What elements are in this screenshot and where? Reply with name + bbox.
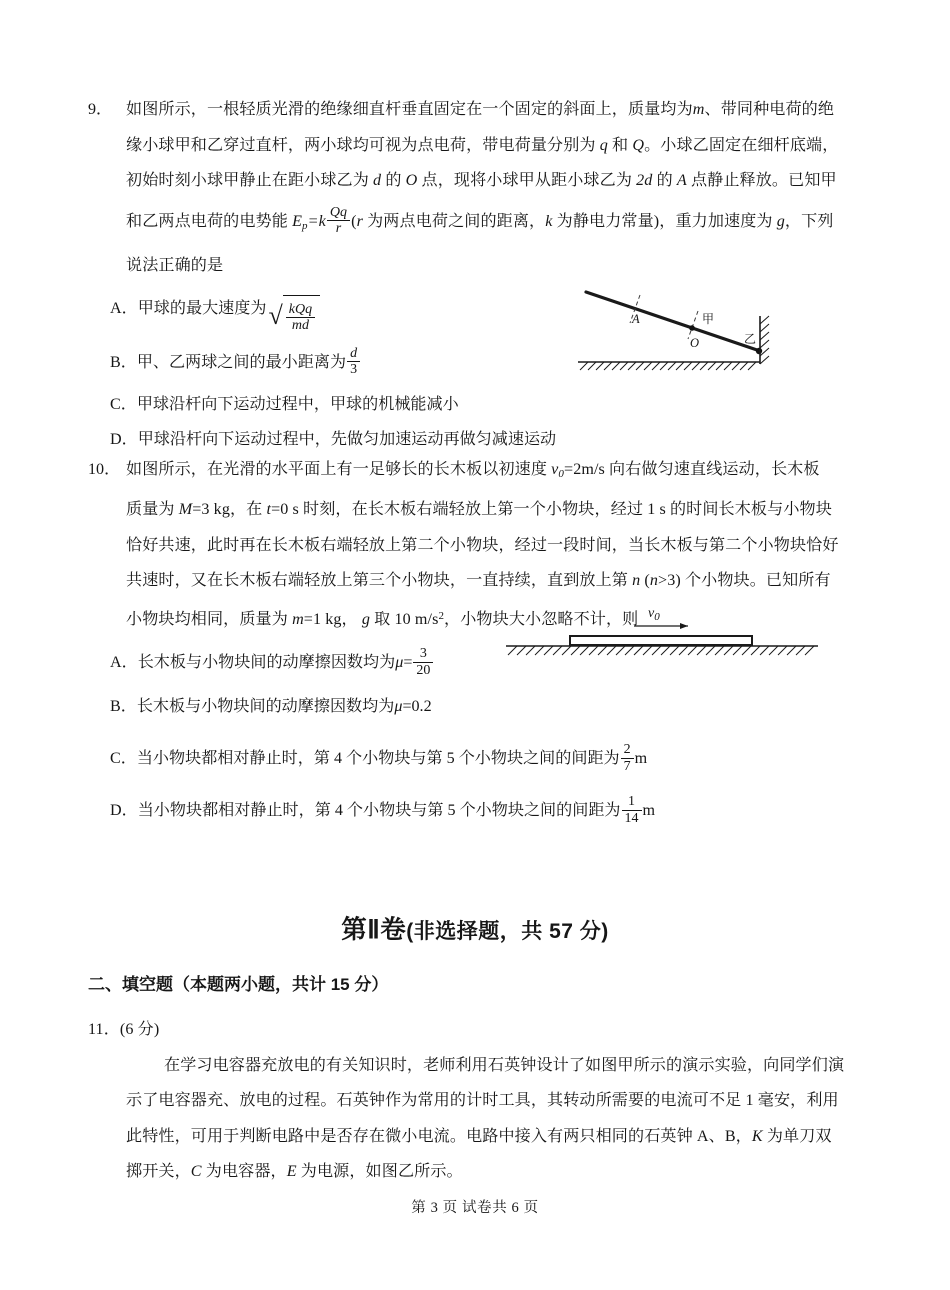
question-9-option-c (88, 387, 888, 423)
q9-var-Q: Q (632, 136, 645, 154)
q10-opt-a-fraction (413, 646, 433, 678)
q9-var-r: r (356, 212, 363, 230)
q10-var-n: n (632, 572, 641, 590)
q9-opt-a-sqrt (268, 294, 320, 341)
q9-var-q: q (599, 136, 608, 154)
q9-opt-b-frac-den: 3 (347, 361, 360, 378)
q10-l4-text-c: >3) 个小物块。已知所有 (658, 572, 831, 590)
part-2-title-bold: 第Ⅱ卷 (341, 916, 407, 944)
q10-l1-text-b: =2m/s 向右做匀速直线运动，长木板 (564, 461, 820, 478)
q9-opt-c-text: 甲球沿杆向下运动过程中，甲球的机械能减小 (136, 395, 459, 413)
q10-l4-paren: ( (644, 572, 650, 590)
q10-opt-c-label: C． (110, 750, 137, 768)
q9-opt-b-text: 甲、乙两球之间的最小距离为 (136, 353, 347, 371)
part-2-title (0, 910, 950, 946)
q10-opt-b-label: B． (110, 698, 137, 716)
q10-var-n2: n (649, 572, 659, 590)
q9-var-A: A (676, 172, 687, 189)
q10-opt-c-frac-den: 7 (621, 758, 634, 775)
q9-var-g: g (776, 212, 785, 230)
question-10-number: 10． (88, 461, 121, 478)
q9-l2-text-b: 和 (612, 136, 629, 154)
q10-l5-text-a: 小物块均相同，质量为 (126, 610, 288, 628)
q9-opt-d-text: 甲球沿杆向下运动过程中，先做匀加速运动再做匀减速运动 (137, 431, 557, 448)
q11-l4-text-b: 为电容器， (205, 1163, 287, 1180)
q9-l4-text-a: 和乙两点电荷的电势能 (126, 212, 288, 230)
q9-opt-a-frac-den: md (286, 317, 315, 334)
figure-v-subscript: 0 (654, 610, 660, 623)
q9-var-k2: k (545, 212, 553, 230)
part-2-title-rest: (非选择题，共 57 分) (406, 920, 609, 943)
figure-label-O: O (690, 336, 700, 350)
q9-var-O: O (405, 172, 418, 189)
q11-l3-text-b: 为单刀双 (766, 1127, 832, 1145)
q11-l4-text-a: 掷开关， (126, 1163, 191, 1180)
question-11-line-4 (88, 1154, 888, 1190)
q9-eq-k: =k (307, 212, 326, 230)
q9-frac-numerator: Qq (329, 204, 348, 220)
q9-l4-text-c: 为两点电荷之间的距离， (367, 212, 546, 230)
question-10-option-b (88, 685, 888, 729)
q9-opt-a-frac-num: kQq (288, 301, 313, 317)
question-11-header (88, 1012, 888, 1048)
q10-var-g: g (361, 610, 371, 628)
q9-var-d: d (373, 172, 382, 189)
q10-opt-b-text: 长木板与小物块间的动摩擦因数均为 (136, 698, 395, 716)
q9-opt-c-label: C． (110, 395, 137, 413)
q10-opt-a-frac-den: 20 (413, 662, 433, 679)
q9-opt-a-fraction (286, 302, 315, 334)
q10-opt-a-text: 长木板与小物块间的动摩擦因数均为 (137, 654, 396, 672)
q9-l2-text-c: 。小球乙固定在细杆底端， (644, 136, 839, 154)
q9-frac-denominator: r (327, 220, 350, 237)
q9-opt-b-frac-num: d (350, 345, 358, 361)
question-10-option-d (88, 789, 888, 833)
question-10-line-1 (88, 452, 888, 492)
question-9-number: 9． (88, 101, 113, 118)
question-9-line-3 (88, 163, 888, 199)
q10-opt-c-fraction (621, 742, 634, 774)
question-9-line-5: 说法正确的是 (126, 257, 224, 275)
figure-label-yi: 乙 (744, 332, 757, 346)
section-2-heading: 二、填空题（本题两小题，共计 15 分） (88, 975, 389, 994)
q9-l4-paren-open: ( (351, 212, 357, 230)
q10-l2-text-c: =0 s 时刻，在长木板右端轻放上第一个小物块，经过 1 s 的时间长木板与小物块 (271, 501, 832, 519)
q9-l3-text-c: 点，现将小球甲从距小球乙为 (421, 172, 633, 189)
q10-opt-c-text: 当小物块都相对静止时，第 4 个小物块与第 5 个小物块之间的间距为 (136, 750, 620, 768)
q9-opt-a-text: 甲球的最大速度为 (137, 299, 267, 317)
q9-l3-text-b: 的 (385, 172, 402, 189)
question-9 (88, 92, 888, 458)
q10-l2-text-a: 质量为 (126, 501, 175, 519)
q10-opt-c-frac-num: 2 (623, 742, 631, 758)
q9-opt-b-label: B． (110, 353, 137, 371)
q10-opt-d-unit: m (642, 802, 656, 820)
question-10-line-4 (88, 563, 888, 599)
question-10-figure-board-on-surface (492, 606, 850, 668)
q9-potential-energy-fraction (327, 205, 350, 237)
q10-l5-text-c: 取 10 m/s (374, 610, 439, 628)
q9-eq-E: E (292, 212, 302, 230)
q10-l5-text-b: =1 kg， (303, 610, 358, 628)
q10-l1-text-a: 如图所示，在光滑的水平面上有一足够长的长木板以初速度 (126, 461, 548, 478)
figure-label-jia: 甲 (702, 312, 715, 326)
q9-opt-a-label: A． (110, 299, 138, 317)
q10-opt-a-eq: = (403, 654, 413, 672)
q10-l2-text-b: =3 kg，在 (192, 501, 263, 519)
question-10-option-c (88, 737, 888, 781)
q9-l1-text-b: 、带同种电荷的绝 (704, 101, 835, 118)
q11-l3-text-a: 此特性，可用于判断电路中是否存在微小电流。电路中接入有两只相同的石英钟 A、B， (126, 1127, 752, 1145)
q9-l1-text-a: 如图所示，一根轻质光滑的绝缘细直杆垂直固定在一个固定的斜面上，质量均为 (126, 101, 693, 118)
q9-l3-text-a: 初始时刻小球甲静止在距小球乙为 (126, 172, 369, 189)
question-9-line-4 (88, 199, 888, 249)
radical-icon: √ (268, 301, 283, 331)
q9-l4-text-d: 为静电力常量)，重力加速度为 (556, 212, 773, 230)
q11-var-C: C (190, 1163, 202, 1180)
q10-opt-b-mu: μ (394, 698, 403, 716)
q9-l3-text-d: 的 (656, 172, 673, 189)
q10-var-v0-sub: 0 (558, 467, 565, 480)
q10-var-v0: v (551, 461, 559, 478)
q10-l5-sup: 2 (438, 609, 445, 622)
q11-var-K: K (751, 1127, 763, 1145)
question-11-score: (6 分) (119, 1021, 160, 1038)
q10-var-M: M (178, 501, 193, 519)
q9-opt-b-fraction (347, 346, 360, 378)
q10-opt-d-frac-num: 1 (628, 794, 636, 810)
q10-l5-text-d: ，小物块大小忽略不计，则 (444, 610, 639, 628)
question-9-line-1 (88, 92, 888, 128)
question-9-figure-inclined-rod (578, 278, 880, 378)
question-9-line-2 (88, 128, 888, 164)
q10-opt-d-frac-den: 14 (622, 810, 642, 827)
q9-var-2d: 2d (636, 172, 653, 189)
question-11-line-3 (88, 1119, 888, 1155)
q9-l2-text-a: 缘小球甲和乙穿过直杆，两小球均可视为点电荷，带电荷量分别为 (126, 136, 596, 154)
q9-l3-text-e: 点静止释放。已知甲 (690, 172, 837, 189)
question-10-line-3: 恰好共速，此时再在长木板右端轻放上第二个小物块，经过一段时间，当长木板与第二个小物块恰好 (126, 536, 839, 554)
q10-opt-c-unit: m (634, 750, 648, 768)
question-10-line-2 (88, 492, 888, 528)
q9-opt-a-radicand (283, 295, 320, 341)
q10-opt-a-frac-num: 3 (419, 646, 427, 662)
q9-eq-p: p (302, 219, 308, 232)
page-footer: 第 3 页 试卷共 6 页 (411, 1200, 539, 1216)
q11-var-E: E (286, 1163, 297, 1180)
question-11-number: 11． (88, 1021, 120, 1038)
figure-label-A: A (632, 312, 640, 326)
q10-l4-text-a: 共速时，又在长木板右端轻放上第三个小物块，一直持续，直到放上第 (126, 572, 629, 590)
question-11-line-1: 在学习电容器充放电的有关知识时，老师利用石英钟设计了如图甲所示的演示实验，向同学们演 (164, 1056, 845, 1074)
q10-var-t: t (266, 501, 272, 519)
q10-var-m: m (292, 610, 304, 628)
figure-v-symbol: v (648, 606, 655, 621)
q10-opt-b-value: =0.2 (402, 698, 432, 716)
q10-opt-a-mu: μ (395, 654, 404, 672)
q10-opt-a-label: A． (110, 654, 138, 672)
q10-opt-d-label: D． (110, 802, 138, 820)
q9-opt-d-label: D． (110, 431, 138, 448)
q10-opt-d-fraction (622, 794, 642, 826)
question-11-line-2: 示了电容器充、放电的过程。石英钟作为常用的计时工具，其转动所需要的电流可不足 1 毫安，利用 (126, 1092, 839, 1109)
q10-opt-d-text: 当小物块都相对静止时，第 4 个小物块与第 5 个小物块之间的间距为 (137, 802, 621, 820)
q9-var-m: m (692, 101, 705, 118)
figure-label-v0 (648, 606, 660, 623)
question-11 (88, 1012, 888, 1190)
q11-l4-text-c: 为电源，如图乙所示。 (300, 1163, 463, 1180)
q9-l4-text-e: ，下列 (784, 212, 834, 230)
